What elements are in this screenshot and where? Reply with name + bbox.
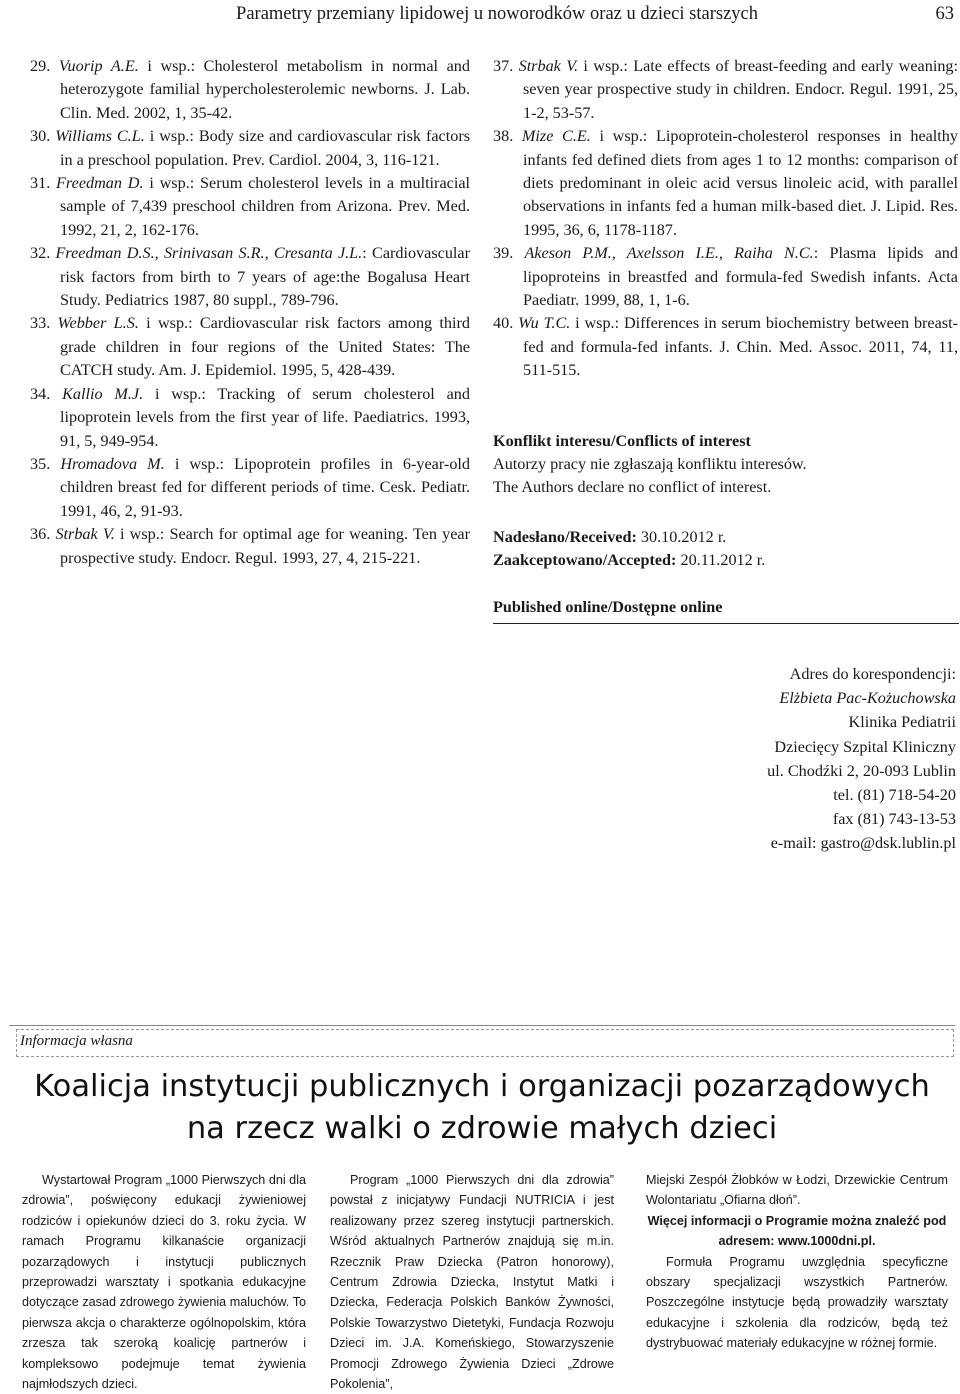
conflict-heading: Konflikt interesu/Conflicts of interest [493,432,751,450]
references-right-column [493,55,958,383]
address-name: Elżbieta Pac-Kożuchowska [779,689,956,708]
info-column-2: Program „1000 Pierwszych dni dla zdrowia” powstał z inicjatywy Fundacji NUTRICIA i jest realizowany przez szereg instytucji partnerskich. Wśród aktualnych Partnerów znajdują się m.in. Rzecznik Praw Dziecka (Patron honorowy), Centrum Zdrowia Dziecka, Instytut Matki i Dziecka, Federacja Polskich Banków Żywności, Polskie Towarzystwo Dietetyki, Fundacja Rozwoju Dzieci im. J.A. Komeńskiego, Stowarzyszenie Promocji Zdrowego Żywienia Dzieci „Zdrowe Pokolenia”, [330,1173,614,1392]
address-tel: tel. (81) 718-54-20 [833,786,956,805]
info-column-1: Wystartował Program „1000 Pierwszych dni dla zdrowia”, poświęcony edukacji żywieniowej rodziców i opiekunów dzieci do 3. roku życia. W ramach Programu kilkanaście organizacji pozarządowych i instytucji publicznych przeprowadzi warsztaty i spotkania edukacyjne dotyczące zasad zdrowego żywienia maluchów. To pierwsza akcja o charakterze ogólnopolskim, która zrzesza tak szeroką koalicję partnerów i kompleksowo podejmuje temat żywienia najmłodszych dzieci. [22,1173,306,1392]
correspondence-address [767,662,956,856]
more-info-link-text: Więcej informacji o Programie można znaleźć pod adresem: www.1000dni.pl. [647,1213,947,1249]
conflict-line-en: The Authors declare no conflict of interest. [493,478,772,496]
reference-item: 30. Williams C.L. i wsp.: Body size and cardiovascular risk factors in a preschool population. Prev. Cardiol. 2004, 3, 116-121. [30,127,471,169]
address-line: Klinika Pediatrii [848,713,956,732]
info-title: Koalicja instytucji publicznych i organizacji pozarządowych na rzecz walki o zdrowie małych dzieci [34,1069,930,1146]
reference-item: 29. Vuorip A.E. i wsp.: Cholesterol metabolism in normal and heterozygote familial hypercholesterolemic newborns. J. Lab. Clin. Med. 2002, 1, 35-42. [30,57,470,122]
address-fax: fax (81) 743-13-53 [832,810,956,829]
reference-item: 36. Strbak V. i wsp.: Search for optimal age for weaning. Ten year prospective study. Endocr. Regul. 1993, 27, 4, 215-221. [30,525,470,567]
published-divider [493,623,959,624]
page-number: 63 [935,4,954,24]
conflict-line-pl: Autorzy pracy nie zgłaszają konfliktu interesów. [493,455,807,473]
running-title: Parametry przemiany lipidowej u noworodków oraz u dzieci starszych [236,4,758,24]
address-heading: Adres do korespondencji: [789,665,956,683]
reference-item: 34. Kallio M.J. i wsp.: Tracking of serum cholesterol and lipoprotein levels from the first year of life. Paediatrics. 1993, 91, 5, 949-954. [30,384,470,450]
received-date: Nadesłano/Received: 30.10.2012 r. [493,528,727,546]
info-box [9,1025,955,1392]
reference-item: 33. Webber L.S. i wsp.: Cardiovascular risk factors among third grade children in four regions of the United States: The CATCH study. Am. J. Epidemiol. 1995, 5, 428-439. [30,314,470,380]
address-line: ul. Chodźki 2, 20-093 Lublin [767,761,956,780]
running-header [0,0,960,34]
address-line: Dziecięcy Szpital Kliniczny [774,737,956,756]
references-left-column [30,55,470,570]
submission-dates [493,526,958,572]
published-online: Published online/Dostępne online [493,598,723,616]
accepted-date: Zaakceptowano/Accepted: 20.11.2012 r. [493,551,766,569]
info-column-3: Miejski Zespół Żłobków w Łodzi, Drzewickie Centrum Wolontariatu „Ofiarna dłoń”. Więcej informacji o Programie można znaleźć pod adresem: www.1000dni.pl. Formuła Programu uwzględnia specyficzne obszary specjalizacji wszystkich Partnerów. Poszczególne instytucje będą prowadziły warsztaty edukacyjne i szkolenia dla rodziców, będą też dystrybuować materiały edukacyjne w różnej formie. [646,1173,948,1351]
reference-item: 35. Hromadova M. i wsp.: Lipoprotein profiles in 6-year-old children breast fed for different periods of time. Cesk. Pediatr. 1991, 46, 2, 91-93. [30,454,471,520]
reference-item: 31. Freedman D. i wsp.: Serum cholesterol levels in a multiracial sample of 7,439 preschool children from Arizona. Prev. Med. 1992, 21, 2, 162-176. [30,174,470,239]
reference-item: 32. Freedman D.S., Srinivasan S.R., Cresanta J.L.: Cardiovascular risk factors from birth to 7 years of age:the Bogalusa Heart Study. Pediatrics 1987, 80 suppl., 789-796. [30,244,471,310]
conflict-of-interest [493,430,958,499]
reference-item: 37. Strbak V. i wsp.: Late effects of breast-feeding and early weaning: seven year prospective study in children. Endocr. Regul. 1991, 25, 1-2, 53-57. [493,57,959,122]
address-email: e-mail: gastro@dsk.lublin.pl [770,834,956,853]
info-tag: Informacja własna [16,1029,954,1057]
reference-item: 38. Mize C.E. i wsp.: Lipoprotein-cholesterol responses in healthy infants fed defined diets from ages 1 to 12 months: comparison of diets predominant in oleic acid versus linoleic acid, with parallel observations in infants fed a human milk-based diet. J. Lipid. Res. 1995, 36, 6, 1178-1187. [493,127,958,239]
reference-item: 39. Akeson P.M., Axelsson I.E., Raiha N.C.: Plasma lipids and lipoproteins in breastfed and formula-fed Swedish infants. Acta Paediatr. 1999, 88, 1, 1-6. [493,244,958,310]
reference-item: 40. Wu T.C. i wsp.: Differences in serum biochemistry between breast-fed and formula-fed infants. J. Chin. Med. Assoc. 2011, 74, 11, 511-515. [493,314,958,380]
